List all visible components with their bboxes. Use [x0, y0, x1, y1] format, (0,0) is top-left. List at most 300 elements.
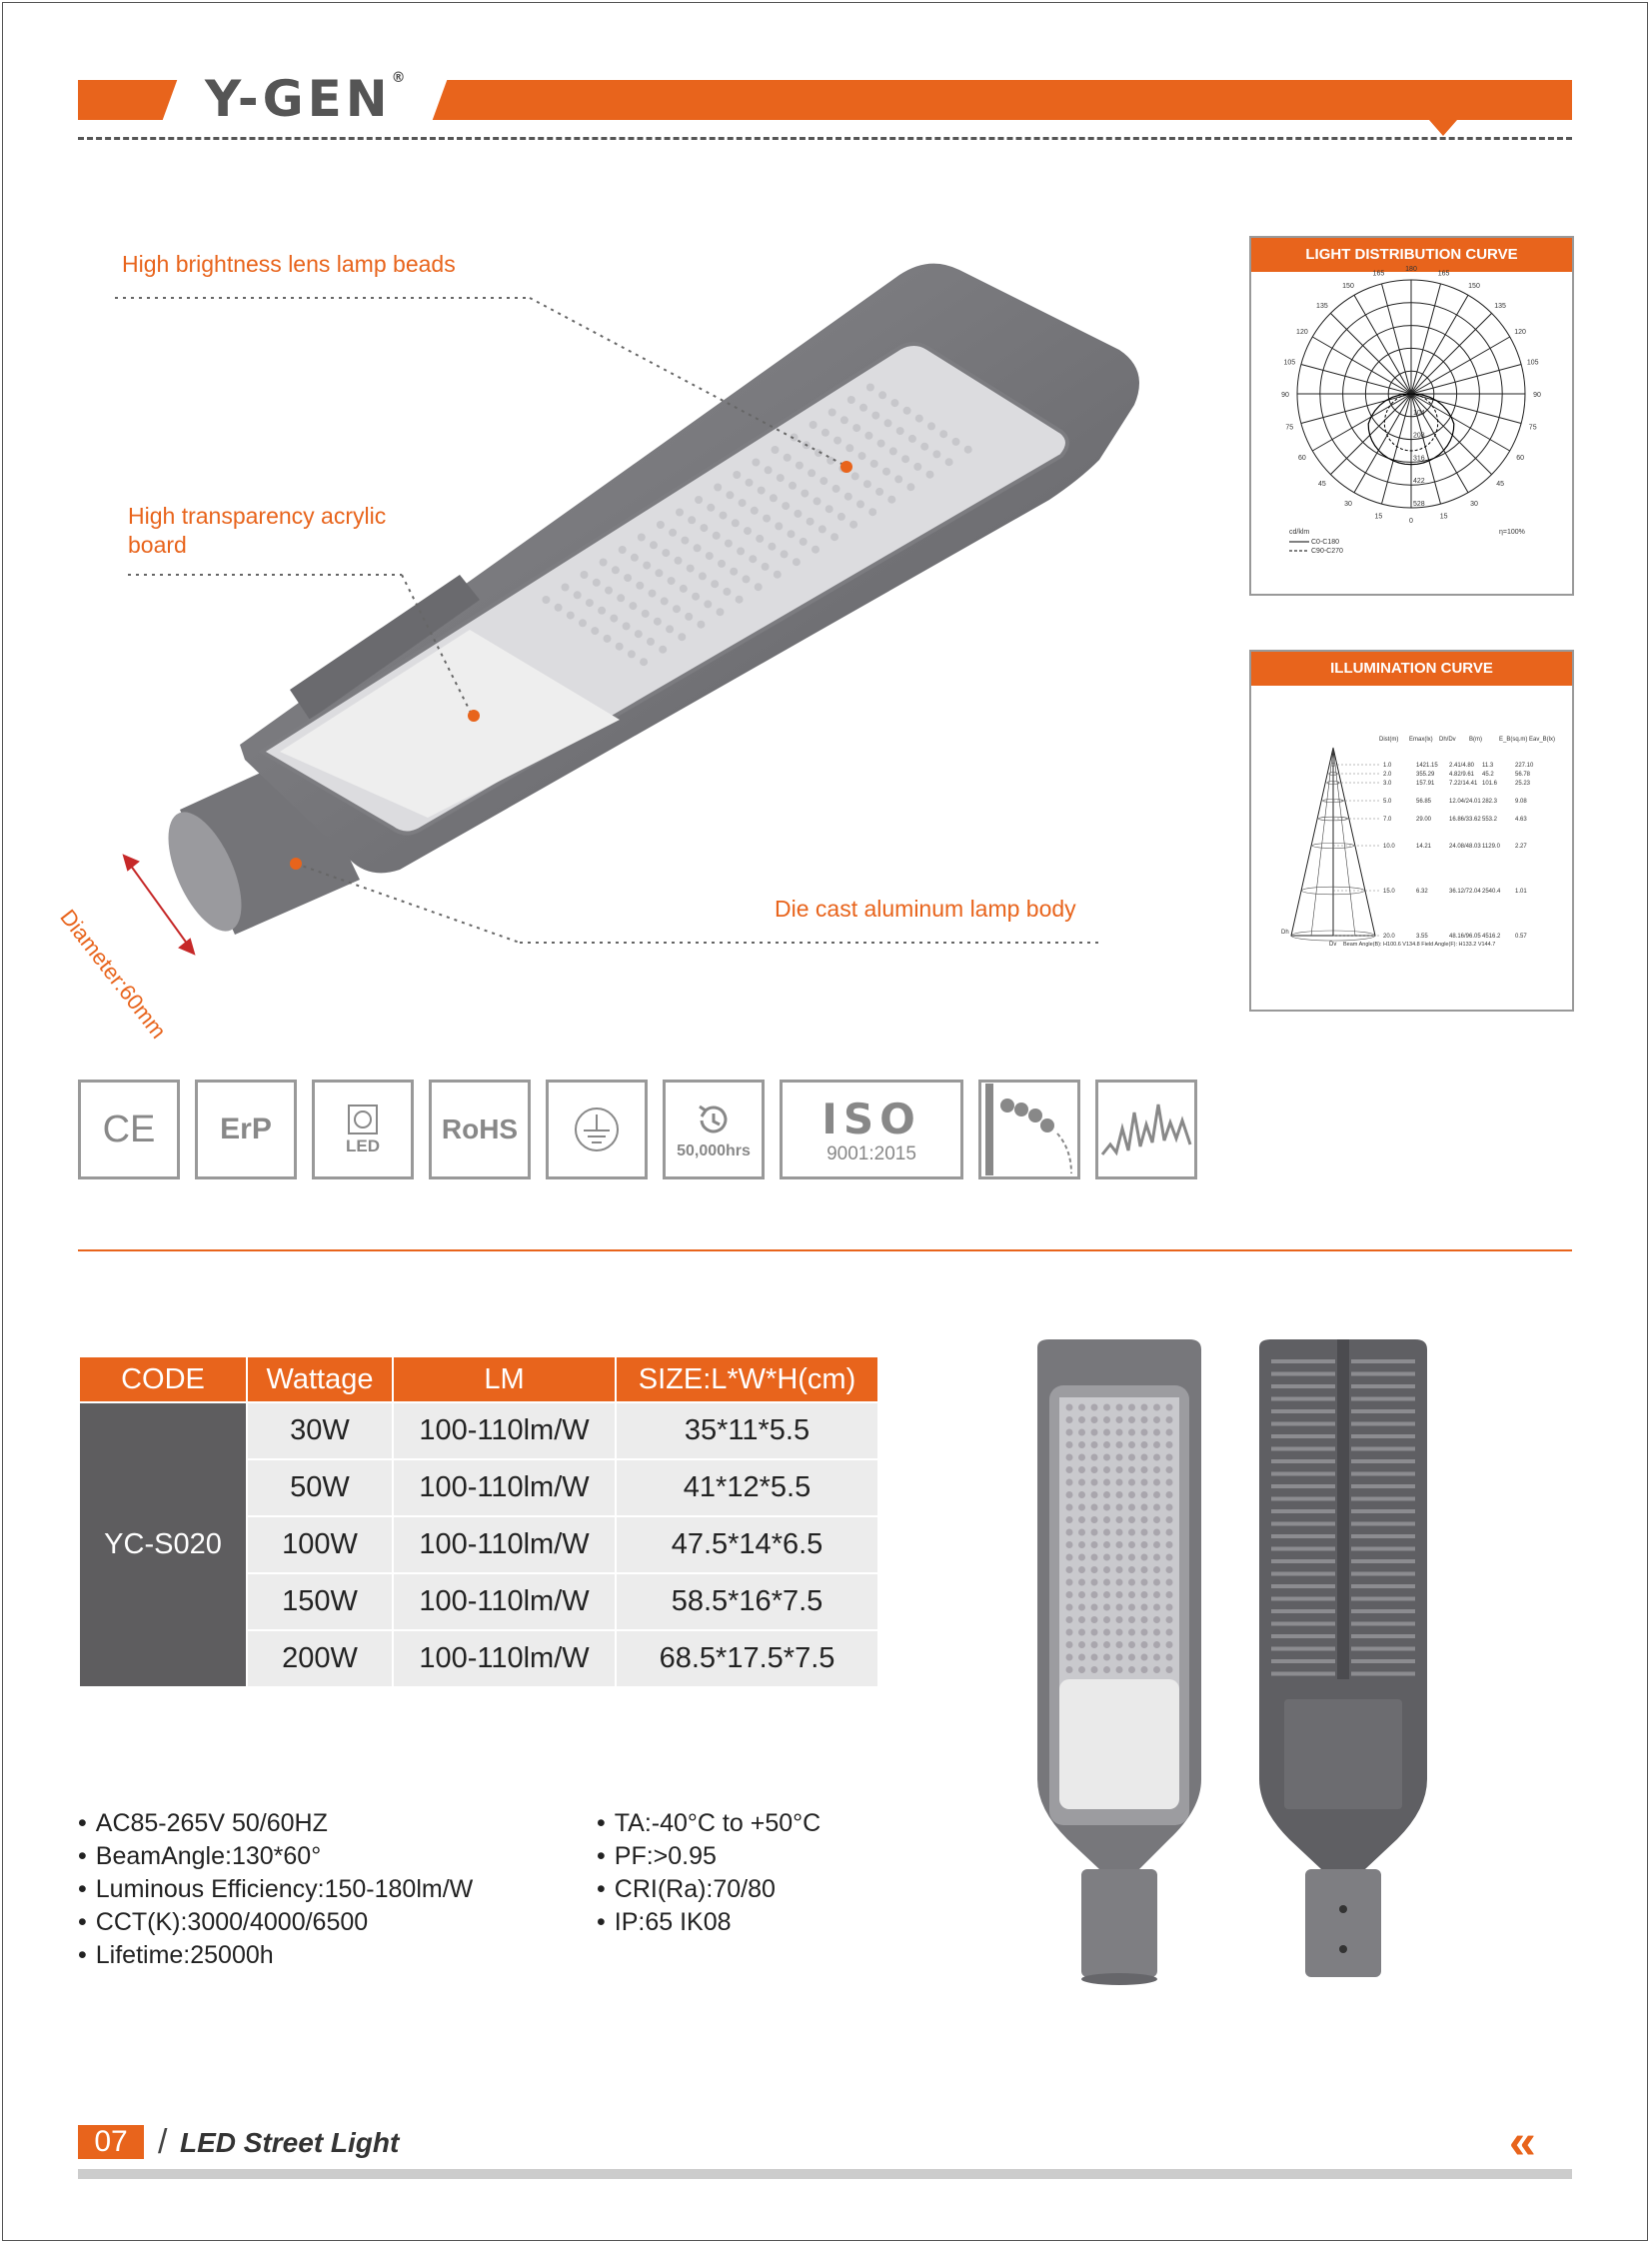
- led-bead: [906, 483, 914, 491]
- polar-ring-label: 528: [1413, 501, 1425, 508]
- illum-cell: 7.22/14.41: [1449, 781, 1478, 787]
- led-bead: [1128, 1466, 1135, 1473]
- polar-angle-label: 150: [1342, 282, 1354, 290]
- led-bead: [1141, 1429, 1148, 1436]
- led-bead: [810, 421, 818, 429]
- led-bead: [591, 627, 599, 635]
- illum-cell: 29.00: [1416, 817, 1432, 823]
- led-bead: [763, 515, 771, 523]
- col-wattage: Wattage: [247, 1356, 393, 1402]
- legend-c90-c270: C90-C270: [1311, 548, 1343, 555]
- illum-cell: 56.78: [1515, 772, 1531, 778]
- spec-item: • Luminous Efficiency:150-180lm/W: [78, 1873, 473, 1906]
- polar-angle-label: 165: [1372, 270, 1385, 278]
- illum-cell: 11.3: [1482, 763, 1494, 769]
- callout-acrylic-board: High transparency acrylic board: [128, 503, 387, 558]
- illum-cell: 2540.4: [1482, 889, 1501, 895]
- led-bead: [1166, 1441, 1173, 1448]
- led-bead: [1141, 1404, 1148, 1411]
- led-bead: [1116, 1591, 1123, 1598]
- illum-cell: 2.27: [1515, 844, 1527, 850]
- illum-cell: 16.86/33.62: [1449, 817, 1481, 823]
- led-bead: [1166, 1504, 1173, 1511]
- led-bead: [920, 443, 928, 451]
- led-bead: [1116, 1454, 1123, 1461]
- led-bead: [1091, 1491, 1098, 1498]
- led-bead: [1103, 1529, 1110, 1536]
- led-bead: [1066, 1466, 1073, 1473]
- led-bead: [852, 424, 860, 432]
- led-bead: [1116, 1404, 1123, 1411]
- led-bead: [1091, 1604, 1098, 1611]
- led-bead: [655, 569, 663, 577]
- led-bead: [1153, 1666, 1160, 1673]
- led-bead: [964, 446, 972, 454]
- led-bead: [1153, 1654, 1160, 1661]
- led-bead: [1103, 1441, 1110, 1448]
- illum-cell: 6.32: [1416, 889, 1428, 895]
- led-bead: [1091, 1441, 1098, 1448]
- led-bead: [659, 646, 667, 654]
- led-bead: [1141, 1441, 1148, 1448]
- led-bead: [1078, 1554, 1085, 1561]
- led-bead: [1091, 1404, 1098, 1411]
- model-code: YC-S020: [79, 1402, 247, 1687]
- illum-cell: 1129.0: [1482, 844, 1500, 850]
- led-bead: [1116, 1491, 1123, 1498]
- polar-angle-label: 165: [1437, 270, 1450, 278]
- size-cell: 58.5*16*7.5: [616, 1573, 878, 1630]
- led-bead: [1116, 1654, 1123, 1661]
- led-bead: [1066, 1554, 1073, 1561]
- led-bead: [1153, 1554, 1160, 1561]
- led-bead: [1166, 1616, 1173, 1623]
- led-bead: [1153, 1604, 1160, 1611]
- led-bead: [762, 563, 770, 571]
- led-bead: [699, 572, 707, 580]
- led-bead: [1091, 1666, 1098, 1673]
- led-bead: [687, 565, 695, 573]
- led-bead: [623, 622, 631, 630]
- spec-item: • PF:>0.95: [597, 1840, 821, 1873]
- led-bead: [1166, 1479, 1173, 1486]
- led-bead: [1166, 1404, 1173, 1411]
- led-bead: [706, 552, 714, 560]
- surge-wave-icon: [1100, 1095, 1192, 1164]
- led-bead: [1103, 1541, 1110, 1548]
- callout-dot-beads: [840, 461, 852, 473]
- led-bead: [1103, 1604, 1110, 1611]
- led-bead: [675, 557, 683, 565]
- illum-cell: 4516.2: [1482, 934, 1501, 940]
- led-bead: [858, 452, 866, 460]
- led-bead: [1066, 1629, 1073, 1636]
- callout-lamp-body: Die cast aluminum lamp body: [775, 896, 1076, 922]
- led-bead: [720, 512, 728, 520]
- led-bead: [1116, 1441, 1123, 1448]
- led-bead: [1103, 1491, 1110, 1498]
- led-bead: [744, 527, 752, 535]
- led-bead: [927, 422, 935, 430]
- led-bead: [1091, 1479, 1098, 1486]
- illum-cell: 101.6: [1482, 781, 1498, 787]
- footer-title: LED Street Light: [180, 2127, 400, 2158]
- led-bead: [1066, 1604, 1073, 1611]
- led-bead: [1141, 1466, 1148, 1473]
- led-bead: [1141, 1641, 1148, 1648]
- led-bead: [1078, 1404, 1085, 1411]
- illum-cell: 36.12/72.04: [1449, 889, 1481, 895]
- led-bead: [636, 582, 644, 590]
- led-bead: [828, 409, 836, 417]
- led-bead: [1078, 1491, 1085, 1498]
- col-size: SIZE:L*W*H(cm): [616, 1356, 878, 1402]
- led-bead: [1078, 1454, 1085, 1461]
- illum-cell: 1.01: [1515, 889, 1527, 895]
- led-bead: [1128, 1404, 1135, 1411]
- polar-spoke: [1301, 394, 1411, 424]
- led-bead: [756, 535, 764, 543]
- led-bead: [1116, 1566, 1123, 1573]
- led-bead: [807, 518, 815, 526]
- led-bead: [581, 571, 589, 579]
- efficiency-label: η=100%: [1499, 529, 1525, 536]
- polar-angle-label: 60: [1516, 455, 1524, 462]
- led-bead: [830, 533, 838, 541]
- spec-list-right: [597, 1807, 821, 1939]
- led-bead: [695, 496, 703, 504]
- led-bead: [837, 513, 845, 521]
- light-angle-icon: [983, 1084, 1075, 1175]
- led-bead: [808, 469, 816, 477]
- led-bead: [688, 516, 696, 524]
- led-bead: [1078, 1416, 1085, 1423]
- polar-spoke: [1411, 365, 1521, 395]
- led-bead: [1141, 1491, 1148, 1498]
- polar-spoke: [1411, 284, 1441, 394]
- light-distribution-panel: [1249, 236, 1574, 596]
- led-bead: [600, 559, 608, 567]
- led-bead: [1103, 1666, 1110, 1673]
- led-bead: [1141, 1554, 1148, 1561]
- led-bead: [819, 525, 826, 533]
- led-bead: [669, 529, 677, 537]
- led-bead: [654, 618, 662, 626]
- led-bead: [1078, 1466, 1085, 1473]
- led-bead: [1066, 1654, 1073, 1661]
- led-bead: [1153, 1404, 1160, 1411]
- led-bead: [657, 521, 665, 529]
- led-bead: [870, 460, 878, 468]
- led-bead: [1103, 1629, 1110, 1636]
- polar-spoke: [1354, 295, 1411, 394]
- led-bead: [1066, 1566, 1073, 1573]
- led-bead: [1153, 1529, 1160, 1536]
- led-bead: [1153, 1579, 1160, 1586]
- led-chip-icon: [346, 1103, 380, 1136]
- led-bead: [1128, 1441, 1135, 1448]
- illum-cell: 227.10: [1515, 763, 1534, 769]
- polar-spoke: [1411, 394, 1521, 424]
- led-bead: [755, 583, 763, 591]
- led-bead: [896, 427, 904, 435]
- led-bead: [642, 610, 650, 618]
- led-bead: [903, 407, 911, 415]
- polar-angle-label: 105: [1283, 359, 1296, 367]
- illum-cell: 355.29: [1416, 772, 1435, 778]
- led-bead: [1153, 1616, 1160, 1623]
- led-bead: [1141, 1454, 1148, 1461]
- led-bead: [820, 477, 827, 485]
- polar-angle-label: 75: [1528, 424, 1537, 432]
- illum-cell: 4.63: [1515, 817, 1527, 823]
- led-bead: [1141, 1504, 1148, 1511]
- led-bead: [1091, 1429, 1098, 1436]
- callout-dot-acrylic: [468, 710, 480, 722]
- cert-ce: CE: [78, 1080, 180, 1179]
- polar-ring-label: 316: [1413, 455, 1425, 463]
- polar-angle-label: 120: [1514, 329, 1526, 336]
- cone-inner: [1311, 748, 1333, 936]
- led-bead: [714, 484, 722, 492]
- led-bead: [697, 621, 705, 629]
- led-bead: [1141, 1516, 1148, 1523]
- polar-angle-label: 60: [1298, 455, 1306, 462]
- led-bead: [877, 440, 885, 448]
- footer-rule: [78, 2169, 1572, 2179]
- led-bead: [1116, 1641, 1123, 1648]
- double-chevron-left-icon: «: [1509, 2116, 1524, 2169]
- section-separator: [78, 1249, 1572, 1251]
- lamp-front-view: [1037, 1339, 1201, 1985]
- polar-angle-label: 150: [1468, 282, 1480, 290]
- led-bead: [1078, 1566, 1085, 1573]
- polar-angle-label: 135: [1494, 302, 1506, 310]
- led-bead: [1078, 1591, 1085, 1598]
- cert-led-label: LED: [346, 1136, 380, 1155]
- polar-angle-label: 15: [1439, 513, 1448, 521]
- led-bead: [1116, 1466, 1123, 1473]
- led-bead: [878, 391, 886, 399]
- size-cell: 41*12*5.5: [616, 1459, 878, 1516]
- led-bead: [775, 522, 783, 530]
- led-bead: [1103, 1466, 1110, 1473]
- led-bead: [1166, 1429, 1173, 1436]
- spec-item: • IP:65 IK08: [597, 1906, 821, 1939]
- led-bead: [736, 596, 744, 604]
- lm-cell: 100-110lm/W: [393, 1573, 616, 1630]
- led-bead: [871, 412, 879, 420]
- led-bead: [1066, 1529, 1073, 1536]
- illum-cell: 10.0: [1383, 844, 1395, 850]
- led-bead: [781, 550, 789, 558]
- led-bead: [1091, 1579, 1098, 1586]
- spec-table: [78, 1355, 879, 1688]
- led-bead: [1066, 1504, 1073, 1511]
- led-bead: [1066, 1454, 1073, 1461]
- led-bead: [859, 404, 867, 412]
- led-bead: [1091, 1416, 1098, 1423]
- led-bead: [1166, 1641, 1173, 1648]
- led-bead: [1066, 1516, 1073, 1523]
- polar-spoke: [1312, 394, 1411, 451]
- led-bead: [723, 588, 731, 596]
- led-bead: [1153, 1429, 1160, 1436]
- led-bead: [629, 602, 637, 610]
- polar-angle-label: 15: [1374, 513, 1383, 521]
- led-bead: [617, 594, 625, 602]
- led-bead: [1078, 1529, 1085, 1536]
- led-bead: [662, 549, 670, 557]
- illum-cell: 4.82/9.61: [1449, 772, 1475, 778]
- polar-angle-label: 0: [1409, 518, 1413, 525]
- spec-item: • Lifetime:25000h: [78, 1939, 473, 1972]
- footer-slash: /: [158, 2123, 168, 2161]
- led-bead: [700, 524, 708, 532]
- illum-cell: 5.0: [1383, 799, 1392, 805]
- col-code: CODE: [79, 1356, 247, 1402]
- led-bead: [635, 630, 643, 638]
- led-bead: [1128, 1616, 1135, 1623]
- polar-spoke: [1382, 394, 1412, 504]
- led-bead: [1066, 1416, 1073, 1423]
- table-row: [79, 1402, 878, 1459]
- illum-cell: 0.57: [1515, 934, 1527, 940]
- led-bead: [751, 507, 759, 515]
- led-bead: [1153, 1516, 1160, 1523]
- led-bead: [1091, 1554, 1098, 1561]
- illum-header: Dh/Dv: [1439, 737, 1456, 743]
- led-bead: [555, 604, 563, 612]
- led-bead: [1103, 1404, 1110, 1411]
- led-bead: [1091, 1629, 1098, 1636]
- led-bead: [1153, 1479, 1160, 1486]
- led-bead: [1116, 1529, 1123, 1536]
- axis-dv: Dv: [1329, 942, 1337, 948]
- led-bead: [1166, 1666, 1173, 1673]
- lm-cell: 100-110lm/W: [393, 1516, 616, 1573]
- polar-angle-label: 90: [1533, 392, 1541, 399]
- led-bead: [913, 463, 921, 471]
- led-bead: [1141, 1629, 1148, 1636]
- led-bead: [1103, 1566, 1110, 1573]
- led-bead: [1116, 1604, 1123, 1611]
- led-bead: [1166, 1591, 1173, 1598]
- size-cell: 68.5*17.5*7.5: [616, 1630, 878, 1687]
- illum-cell: 15.0: [1383, 889, 1395, 895]
- led-bead: [638, 534, 646, 542]
- led-bead: [1141, 1479, 1148, 1486]
- polar-ring-label: 208: [1413, 432, 1425, 440]
- illum-header: B(m): [1469, 737, 1482, 743]
- led-bead: [1066, 1404, 1073, 1411]
- cert-led: [312, 1080, 414, 1179]
- led-bead: [1116, 1616, 1123, 1623]
- led-bead: [1091, 1541, 1098, 1548]
- led-bead: [673, 605, 681, 613]
- led-bead: [1091, 1616, 1098, 1623]
- led-bead: [1091, 1466, 1098, 1473]
- led-bead: [1141, 1579, 1148, 1586]
- led-bead: [1128, 1566, 1135, 1573]
- polar-angle-label: 180: [1405, 266, 1417, 273]
- led-bead: [1103, 1416, 1110, 1423]
- led-bead: [1078, 1516, 1085, 1523]
- led-bead: [833, 437, 841, 445]
- led-bead: [574, 591, 582, 599]
- led-bead: [1078, 1616, 1085, 1623]
- led-bead: [1066, 1541, 1073, 1548]
- led-bead: [796, 462, 804, 470]
- led-bead: [1116, 1516, 1123, 1523]
- led-bead: [1066, 1666, 1073, 1673]
- led-bead: [650, 541, 658, 549]
- led-bead: [567, 612, 575, 620]
- led-bead: [605, 587, 613, 595]
- led-bead: [1116, 1429, 1123, 1436]
- led-bead: [777, 474, 785, 482]
- led-bead: [1128, 1629, 1135, 1636]
- cert-lifetime: [663, 1080, 765, 1179]
- led-bead: [1066, 1579, 1073, 1586]
- led-bead: [1153, 1441, 1160, 1448]
- led-bead: [1091, 1504, 1098, 1511]
- led-bead: [772, 446, 780, 454]
- illum-cell: 1421.15: [1416, 763, 1438, 769]
- polar-curve-chart: [1251, 266, 1572, 594]
- illum-header: Eav_B(lx): [1529, 737, 1556, 743]
- polar-angle-label: 30: [1470, 501, 1478, 509]
- led-bead: [1103, 1616, 1110, 1623]
- polar-spoke: [1411, 295, 1468, 394]
- led-bead: [1153, 1629, 1160, 1636]
- polar-spoke: [1354, 394, 1411, 493]
- polar-spoke: [1301, 365, 1411, 395]
- led-bead: [1078, 1579, 1085, 1586]
- led-bead: [844, 493, 852, 501]
- led-bead: [890, 399, 898, 407]
- led-bead: [1128, 1591, 1135, 1598]
- callout-lens-beads: High brightness lens lamp beads: [122, 251, 456, 277]
- led-bead: [732, 519, 740, 527]
- led-bead: [884, 419, 892, 427]
- led-bead: [1091, 1529, 1098, 1536]
- polar-ring-label: 422: [1413, 478, 1425, 486]
- led-bead: [945, 458, 953, 466]
- cert-iso-number: 9001:2015: [826, 1142, 916, 1164]
- led-bead: [868, 508, 876, 516]
- led-bead: [640, 658, 648, 666]
- led-bead: [1128, 1529, 1135, 1536]
- led-bead: [1078, 1654, 1085, 1661]
- cert-lifetime-label: 50,000hrs: [677, 1142, 751, 1159]
- led-bead: [1153, 1504, 1160, 1511]
- cert-rohs: RoHS: [429, 1080, 531, 1179]
- light-distribution-title: LIGHT DISTRIBUTION CURVE: [1251, 238, 1572, 272]
- led-bead: [1116, 1554, 1123, 1561]
- led-bead: [1166, 1654, 1173, 1661]
- wattage-cell: 50W: [247, 1459, 393, 1516]
- led-bead: [926, 471, 934, 479]
- illum-header: Dist(m): [1379, 737, 1399, 743]
- led-bead: [1103, 1591, 1110, 1598]
- led-bead: [952, 438, 960, 446]
- led-bead: [1091, 1641, 1098, 1648]
- led-bead: [1078, 1629, 1085, 1636]
- cert-surge: [1095, 1080, 1197, 1179]
- polar-spoke: [1411, 394, 1510, 451]
- lm-cell: 100-110lm/W: [393, 1459, 616, 1516]
